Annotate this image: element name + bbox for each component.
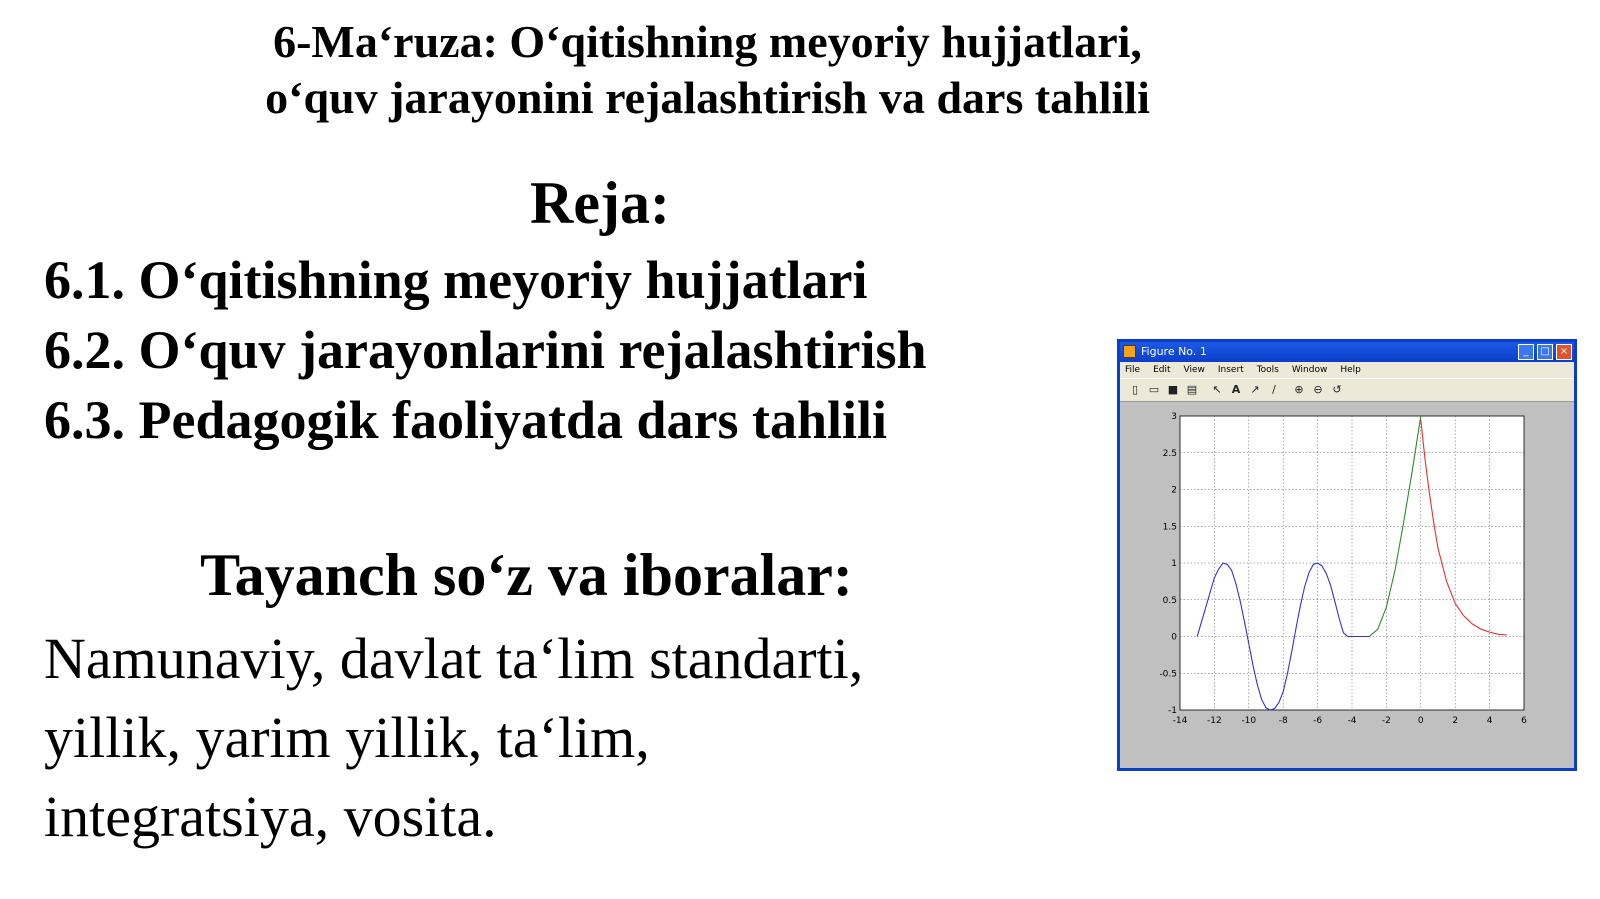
menu-view[interactable]: View <box>1183 365 1205 375</box>
lecture-title-line-1: 6-Ma‘ruza: O‘qitishning meyoriy hujjatlari, <box>273 16 1142 67</box>
open-folder-icon[interactable]: ▭ <box>1148 383 1160 396</box>
x-tick-label: 2 <box>1452 716 1459 726</box>
x-tick-label: -12 <box>1207 716 1222 726</box>
menu-edit[interactable]: Edit <box>1153 365 1171 375</box>
maximize-button[interactable]: □ <box>1537 344 1553 360</box>
rotate-icon[interactable]: ↺ <box>1332 383 1342 396</box>
plan-item-6-3: 6.3. Pedagogik faoliyatda dars tahlili <box>44 390 888 450</box>
keywords-heading: Tayanch so‘z va iboralar: <box>200 542 853 608</box>
keywords-line-2: yillik, yarim yillik, ta‘lim, <box>44 705 650 770</box>
minimize-button[interactable]: _ <box>1518 344 1534 360</box>
print-icon[interactable]: ▤ <box>1186 383 1198 396</box>
y-tick-label: -1 <box>1168 706 1177 716</box>
arrow-select-icon[interactable]: ↖ <box>1212 383 1222 396</box>
new-file-icon[interactable]: ▯ <box>1131 383 1139 396</box>
menu-file[interactable]: File <box>1125 365 1141 375</box>
menu-insert[interactable]: Insert <box>1217 365 1244 375</box>
save-icon[interactable]: ■ <box>1167 383 1179 396</box>
keywords-line-3: integratsiya, vosita. <box>44 784 497 849</box>
y-tick-label: 1 <box>1171 559 1177 569</box>
figure-menubar <box>1120 362 1574 378</box>
x-tick-label: 6 <box>1521 716 1527 726</box>
plot-canvas <box>1120 402 1574 768</box>
x-tick-label: 4 <box>1486 716 1493 726</box>
y-tick-label: 1.5 <box>1162 522 1177 533</box>
zoom-out-icon[interactable]: ⊖ <box>1313 383 1323 396</box>
y-tick-label: 2.5 <box>1162 448 1177 459</box>
close-button[interactable]: × <box>1556 344 1572 360</box>
y-tick-label: 0 <box>1171 632 1177 643</box>
y-tick-label: 0.5 <box>1162 595 1177 606</box>
plan-item-6-1: 6.1. O‘qitishning meyoriy hujjatlari <box>44 250 868 310</box>
figure-window <box>1117 339 1577 771</box>
figure-toolbar <box>1120 378 1574 402</box>
plan-item-6-2: 6.2. O‘quv jarayonlarini rejalashtirish <box>44 320 927 380</box>
x-tick-label: -8 <box>1278 716 1288 726</box>
y-tick-label: -0.5 <box>1159 669 1177 680</box>
y-tick-label: 2 <box>1171 485 1177 496</box>
x-tick-label: -14 <box>1172 716 1188 726</box>
figure-title: Figure No. 1 <box>1141 345 1207 358</box>
y-tick-label: 3 <box>1171 412 1177 422</box>
text-icon[interactable]: A <box>1231 383 1241 396</box>
menu-help[interactable]: Help <box>1340 365 1361 375</box>
arrow-icon[interactable]: ↗ <box>1250 383 1260 396</box>
x-tick-label: -2 <box>1381 716 1391 726</box>
plan-heading: Reja: <box>530 170 670 236</box>
keywords-line-1: Namunaviy, davlat ta‘lim standarti, <box>44 626 864 691</box>
x-tick-label: -10 <box>1241 716 1257 726</box>
matlab-app-icon <box>1123 345 1136 358</box>
lecture-title-line-2: o‘quv jarayonini rejalashtirish va dars tahlili <box>265 72 1150 123</box>
zoom-in-icon[interactable]: ⊕ <box>1294 383 1304 396</box>
x-tick-label: -4 <box>1347 716 1357 726</box>
line-icon[interactable]: / <box>1272 383 1276 396</box>
menu-window[interactable]: Window <box>1291 365 1328 375</box>
x-tick-label: 0 <box>1417 716 1424 726</box>
x-tick-label: -6 <box>1313 716 1323 726</box>
menu-tools[interactable]: Tools <box>1256 365 1279 375</box>
figure-titlebar[interactable] <box>1120 342 1574 362</box>
